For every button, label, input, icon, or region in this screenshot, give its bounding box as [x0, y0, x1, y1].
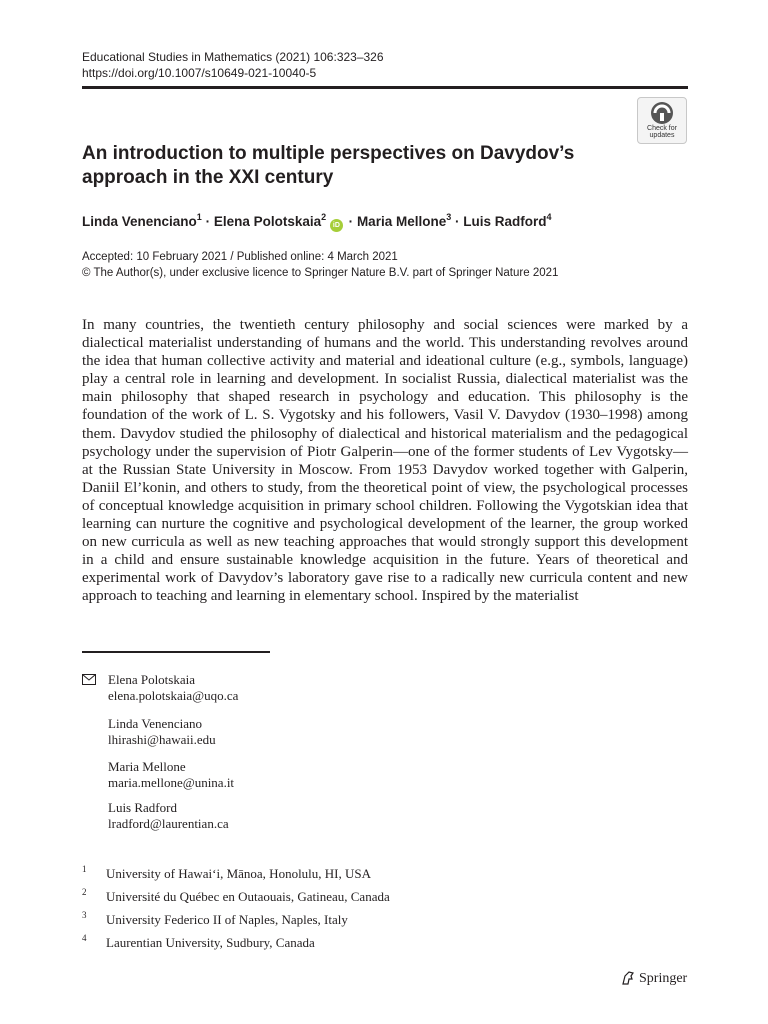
- affiliation-text: Laurentian University, Sudbury, Canada: [106, 935, 315, 950]
- affiliation-number: 3: [82, 910, 87, 920]
- journal-header: [82, 49, 384, 81]
- orcid-icon[interactable]: iD: [330, 219, 343, 232]
- affiliation-text: Université du Québec en Outaouais, Gatineau, Canada: [106, 889, 390, 904]
- check-badge-line1: Check for: [647, 125, 677, 132]
- header-rule: [82, 86, 688, 89]
- affiliation-number: 4: [82, 933, 87, 943]
- publisher-name: Springer: [639, 971, 688, 986]
- author-name[interactable]: Luis Radford: [463, 214, 547, 229]
- author-name[interactable]: Elena Polotskaia: [213, 214, 322, 229]
- envelope-icon: [82, 674, 96, 685]
- contact-name: Linda Venenciano: [108, 716, 202, 731]
- contact-name: Maria Mellone: [108, 759, 186, 774]
- author-separator: ·: [205, 214, 211, 229]
- affiliation-text: University Federico II of Naples, Naples, Italy: [106, 912, 348, 927]
- author-name[interactable]: Maria Mellone: [356, 214, 447, 229]
- article-meta: [82, 249, 558, 281]
- contact-email[interactable]: elena.polotskaia@uqo.ca: [108, 688, 239, 703]
- contact-entry: [108, 800, 229, 832]
- author-affiliation-ref: 4: [546, 212, 552, 222]
- author-affiliation-ref: 2: [321, 212, 327, 222]
- author-affiliation-ref: 3: [446, 212, 452, 222]
- contact-entry: [108, 759, 234, 791]
- author-separator: ·: [455, 214, 460, 229]
- publisher-logo: [620, 970, 687, 987]
- contact-name: Luis Radford: [108, 800, 177, 815]
- contact-name: Elena Polotskaia: [108, 672, 196, 687]
- author-affiliation-ref: 1: [196, 212, 202, 222]
- affiliation-number: 1: [82, 864, 87, 874]
- affiliation-number: 2: [82, 887, 87, 897]
- check-badge-line2: updates: [649, 132, 675, 139]
- footnote-rule: [82, 651, 270, 653]
- contact-email[interactable]: maria.mellone@unina.it: [108, 775, 235, 790]
- journal-citation: Educational Studies in Mathematics (2021) 106:323–326: [82, 50, 384, 64]
- author-name[interactable]: Linda Venenciano: [82, 214, 197, 229]
- publication-dates: Accepted: 10 February 2021 / Published online: 4 March 2021: [82, 251, 398, 263]
- contact-email[interactable]: lradford@laurentian.ca: [108, 816, 229, 831]
- doi-link[interactable]: https://doi.org/10.1007/s10649-021-10040-5: [82, 66, 317, 80]
- check-for-updates-badge[interactable]: [637, 97, 687, 144]
- contact-entry: [108, 716, 216, 748]
- body-paragraph: In many countries, the twentieth century philosophy and social sciences were marked by a dialectical materialist understanding of humans and the world. This understanding revolves around the idea that human collective activity and material and ideational culture (e.g., symbols, language) play a central role in learning and development. In socialist Russia, dialectical materialist was the main philosophy that shaped research in psychology and education. This philosophy is the foundation of the work of L. S. Vygotsky and his followers, Vasil V. Davydov (1930–1998) among them. Davydov studied the philosophy of dialectical and historical materialism and the pedagogical psychology under the supervision of Piotr Galperin—one of the former students of Lev Vygotsky—at the Russian State University in Moscow. From 1953 Davydov worked together with Galperin, Daniil El’konin, and others to study, from the theoretical point of view, the psychological processes of conceptual knowledge acquisition in primary school children. Following the Vygotskian idea that learning can nurture the cognitive and psychological development of the learner, the group worked on new curricula as well as new teaching approaches that would strongly support this development in a child and ensure sustainable knowledge acquisition in the future. Years of theoretical and experimental work of Davydov’s laboratory gave rise to a radically new curricula content and new approach to teaching and learning in elementary school. Inspired by the materialist: [82, 317, 688, 605]
- author-separator: ·: [348, 214, 354, 229]
- contact-entry: [108, 672, 238, 704]
- check-for-updates-icon: [649, 101, 675, 125]
- springer-horse-icon: [620, 970, 636, 986]
- article-title: An introduction to multiple perspectives on Davydov’s approach in the XXI century: [82, 143, 575, 188]
- affiliation-text: University of Hawai‘i, Mānoa, Honolulu, HI, USA: [106, 866, 372, 881]
- contact-email[interactable]: lhirashi@hawaii.edu: [108, 732, 216, 747]
- author-list: [82, 212, 552, 232]
- copyright-notice: © The Author(s), under exclusive licence to Springer Nature B.V. part of Springer Nature 2021: [82, 267, 559, 279]
